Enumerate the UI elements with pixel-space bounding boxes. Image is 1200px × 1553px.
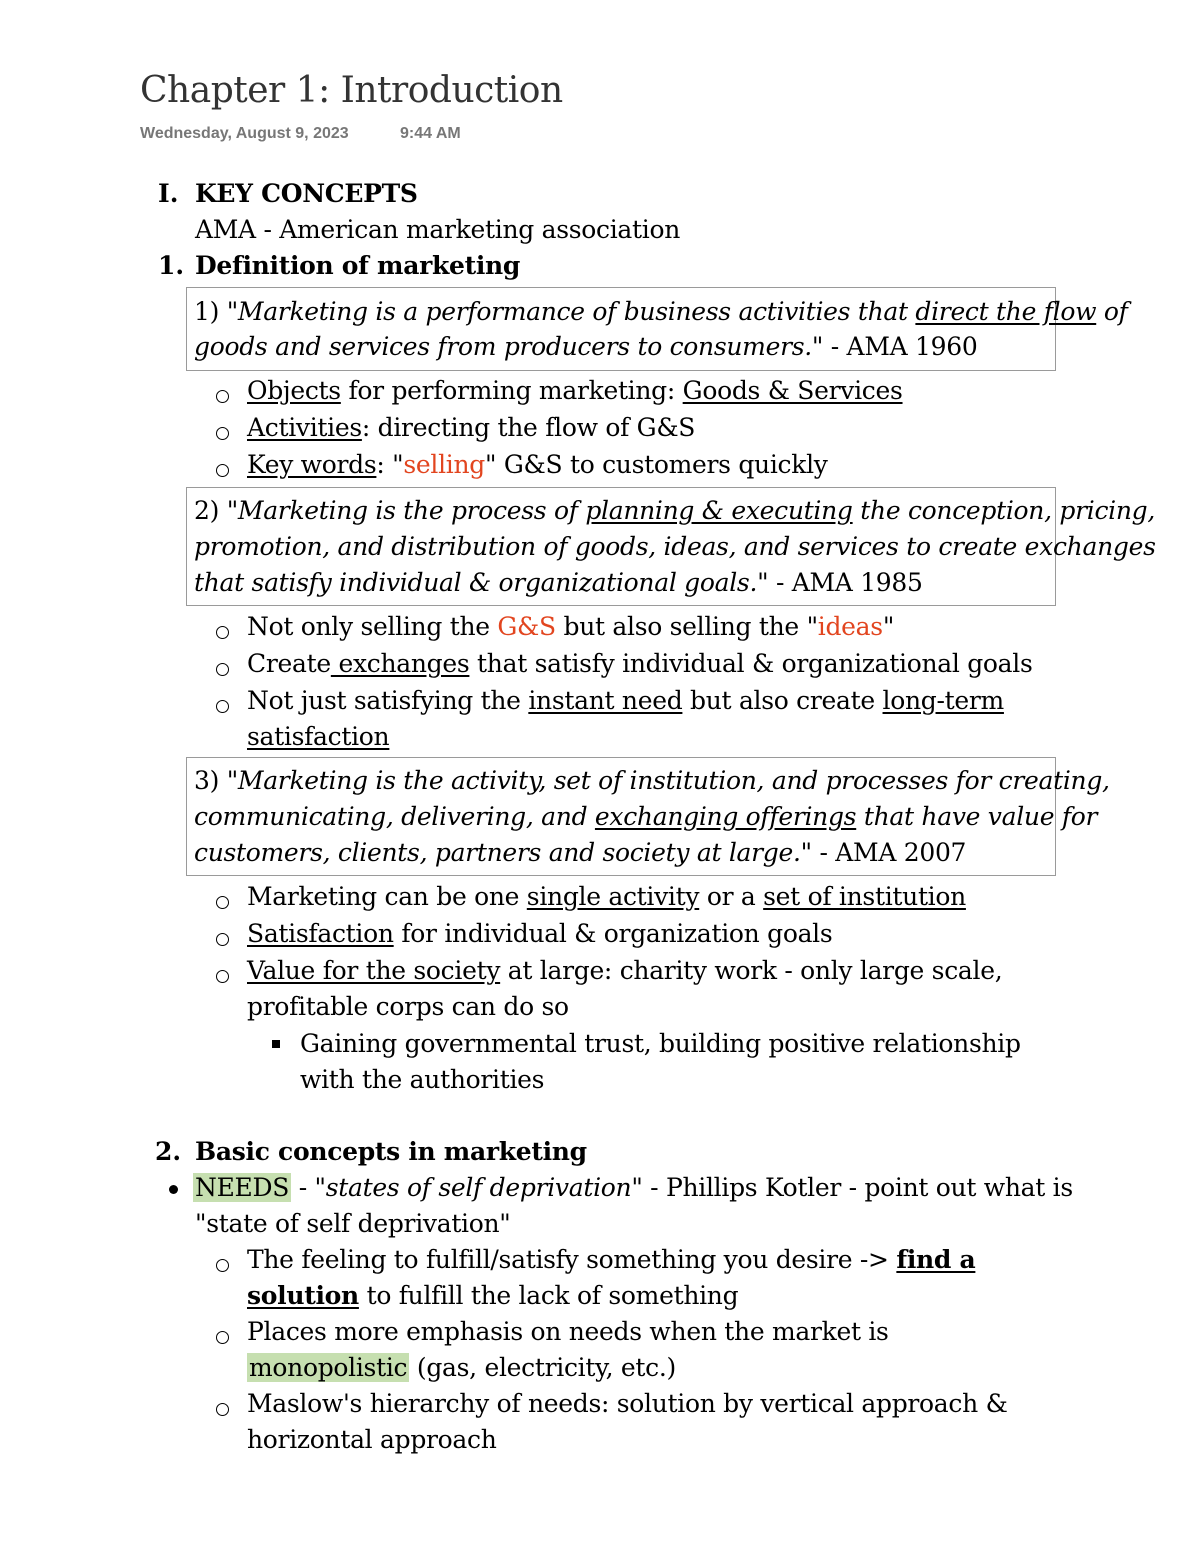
page-time: 9:44 AM <box>400 125 461 142</box>
list-item: Maslow's hierarchy of needs: solution by vertical approach & <box>247 1389 1008 1418</box>
hollow-bullet-icon <box>216 700 229 713</box>
hollow-bullet-icon <box>216 933 229 946</box>
list-item: Objects for performing marketing: Goods & Services <box>247 376 903 405</box>
quote-3-line-2: communicating, delivering, and exchanging offerings that have value for <box>194 802 1098 831</box>
hollow-bullet-icon <box>216 390 229 403</box>
quote-3-line-3: customers, clients, partners and society at large." - AMA 2007 <box>194 838 967 867</box>
list-item: Marketing can be one single activity or a set of institution <box>247 882 966 911</box>
quote-2-line-1: 2) "Marketing is the process of planning & executing the conception, pricing, <box>194 496 1156 525</box>
list-item: Not just satisfying the instant need but also create long-term <box>247 686 1004 715</box>
hollow-bullet-icon <box>216 464 229 477</box>
quote-2-line-2: promotion, and distribution of goods, ideas, and services to create exchanges <box>194 532 1156 561</box>
ama-definition: AMA - American marketing association <box>195 215 681 244</box>
list-item: Create exchanges that satisfy individual & organizational goals <box>247 649 1033 678</box>
hollow-bullet-icon <box>216 663 229 676</box>
list-item: Not only selling the G&S but also selling the "ideas" <box>247 612 895 641</box>
quote-1-line-2: goods and services from producers to consumers." - AMA 1960 <box>194 332 978 361</box>
list-item-continuation: profitable corps can do so <box>247 992 569 1021</box>
square-bullet-icon <box>272 1040 280 1048</box>
list-item: NEEDS - "states of self deprivation" - Phillips Kotler - point out what is <box>195 1173 1073 1202</box>
list-item-continuation: satisfaction <box>247 722 390 751</box>
list-item: Satisfaction for individual & organization goals <box>247 919 833 948</box>
subsection-heading: Definition of marketing <box>195 251 521 280</box>
sub-list-item: Gaining governmental trust, building positive relationship <box>300 1029 1021 1058</box>
hollow-bullet-icon <box>216 1259 229 1272</box>
hollow-bullet-icon <box>216 427 229 440</box>
hollow-bullet-icon <box>216 896 229 909</box>
sub-list-item-continuation: with the authorities <box>300 1065 545 1094</box>
hollow-bullet-icon <box>216 1403 229 1416</box>
subsection-number: 2. <box>155 1137 182 1166</box>
hollow-bullet-icon <box>216 1331 229 1344</box>
list-item-continuation: solution to fulfill the lack of something <box>247 1281 739 1310</box>
list-item: Activities: directing the flow of G&S <box>247 413 696 442</box>
hollow-bullet-icon <box>216 626 229 639</box>
quote-2-line-3: that satisfy individual & organizational goals." - AMA 1985 <box>194 568 923 597</box>
subsection-number: 1. <box>158 251 185 280</box>
list-item-continuation: monopolistic (gas, electricity, etc.) <box>249 1353 676 1382</box>
page-date: Wednesday, August 9, 2023 <box>140 125 349 142</box>
subsection-heading: Basic concepts in marketing <box>195 1137 587 1166</box>
section-heading: KEY CONCEPTS <box>195 179 418 208</box>
list-item: Places more emphasis on needs when the market is <box>247 1317 889 1346</box>
list-item: Value for the society at large: charity work - only large scale, <box>247 956 1003 985</box>
list-item-continuation: "state of self deprivation" <box>195 1209 511 1238</box>
list-item: Key words: "selling" G&S to customers quickly <box>247 450 828 479</box>
quote-1-line-1: 1) "Marketing is a performance of business activities that direct the flow of <box>194 297 1128 326</box>
filled-bullet-icon <box>169 1185 178 1194</box>
hollow-bullet-icon <box>216 970 229 983</box>
list-item: The feeling to fulfill/satisfy something you desire -> find a <box>247 1245 976 1274</box>
quote-3-line-1: 3) "Marketing is the activity, set of institution, and processes for creating, <box>194 766 1110 795</box>
section-number: I. <box>158 179 179 208</box>
list-item-continuation: horizontal approach <box>247 1425 497 1454</box>
page-title: Chapter 1: Introduction <box>140 70 563 111</box>
